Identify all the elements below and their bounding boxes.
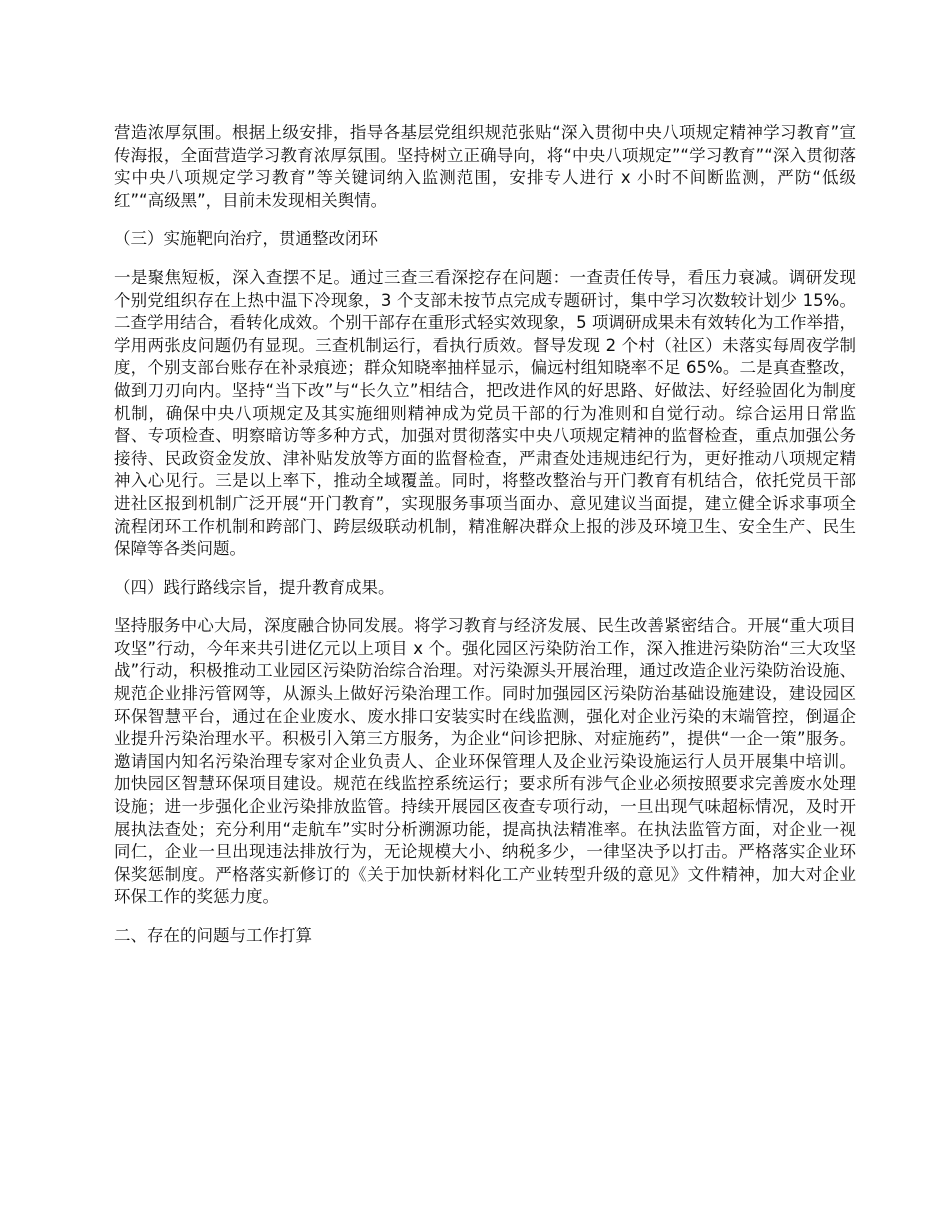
heading-problems-and-plans: 二、存在的问题与工作打算 <box>114 926 312 945</box>
paragraph-service-development: 坚持服务中心大局，深度融合协同发展。将学习教育与经济发展、民生改善紧密结合。开展“重大项目攻坚”行动，今年来共引进亿元以上项目 x 个。强化园区污染防治工作，深入推进污染防治“三大攻坚战”行动，积极推动工业园区污染防治综合治理。对污染源头开展治理，通过改造企业污染防治设施、规范企业排污管网等，从源头上做好污染治理工作。同时加强园区污染防治基础设施建设，建设园区环保智慧平台，通过在企业废水、废水排口安装实时在线监测，强化对企业污染的末端管控，倒逼企业提升污染治理水平。积极引入第三方服务，为企业“问诊把脉、对症施药”，提供“一企一策”服务。邀请国内知名污染治理专家对企业负责人、企业环保管理人及企业污染设施运行人员开展集中培训。加快园区智慧环保项目建设。规范在线监控系统运行；要求所有涉气企业必须按照要求完善废水处理设施；进一步强化企业污染排放监管。持续开展园区夜查专项行动，一旦出现气味超标情况，及时开展执法查处；充分利用“走航车”实时分析溯源功能，提高执法精准率。在执法监管方面，对企业一视同仁，企业一旦出现违法排放行为，无论规模大小、纳税多少，一律坚决予以打击。严格落实企业环保奖惩制度。严格落实新修订的《关于加快新材料化工产业转型升级的意见》文件精神，加大对企业环保工作的奖惩力度。 <box>114 616 856 907</box>
heading-practice-mass-line: （四）践行路线宗旨，提升教育成果。 <box>114 577 395 597</box>
heading-targeted-treatment: （三）实施靶向治疗，贯通整改闭环 <box>114 229 378 249</box>
document-page <box>114 122 856 964</box>
paragraph-rectification: 一是聚焦短板，深入查摆不足。通过三查三看深挖存在问题：一查责任传导，看压力衰减。调研发现个别党组织存在上热中温下冷现象，3 个支部未按节点完成专题研讨，集中学习次数较计划少 15%。二查学用结合，看转化成效。个别干部存在重形式轻实效现象，5 项调研成果未有效转化为工作举措，学用两张皮问题仍有显现。三查机制运行，看执行质效。督导发现 2 个村（社区）未落实每周夜学制度，个别支部台账存在补录痕迹；群众知晓率抽样显示，偏远村组知晓率不足 65%。二是真查整改，做到刀刃向内。坚持“当下改”与“长久立”相结合，把改进作风的好思路、好做法、好经验固化为制度机制，确保中央八项规定及其实施细则精神成为党员干部的行为准则和自觉行动。综合运用日常监督、专项检查、明察暗访等多种方式，加强对贯彻落实中央八项规定精神的监督检查，重点加强公务接待、民政资金发放、津补贴发放等方面的监督检查，严肃查处违规违纪行为，更好推动八项规定精神入心见行。三是以上率下，推动全域覆盖。同时，将整改整治与开门教育有机结合，依托党员干部进社区报到机制广泛开展“开门教育”，实现服务事项当面办、意见建议当面提，建立健全诉求事项全流程闭环工作机制和跨部门、跨层级联动机制，精准解决群众上报的涉及环境卫生、安全生产、民生保障等各类问题。 <box>114 267 856 559</box>
paragraph-atmosphere: 营造浓厚氛围。根据上级安排，指导各基层党组织规范张贴“深入贯彻中央八项规定精神学习教育”宣传海报，全面营造学习教育浓厚氛围。坚持树立正确导向，将“中央八项规定”“学习教育”“深入贯彻落实中央八项规定学习教育”等关键词纳入监测范围，安排专人进行 x 小时不间断监测，严防“低级红”“高级黑”，目前未发现相关舆情。 <box>114 123 856 210</box>
